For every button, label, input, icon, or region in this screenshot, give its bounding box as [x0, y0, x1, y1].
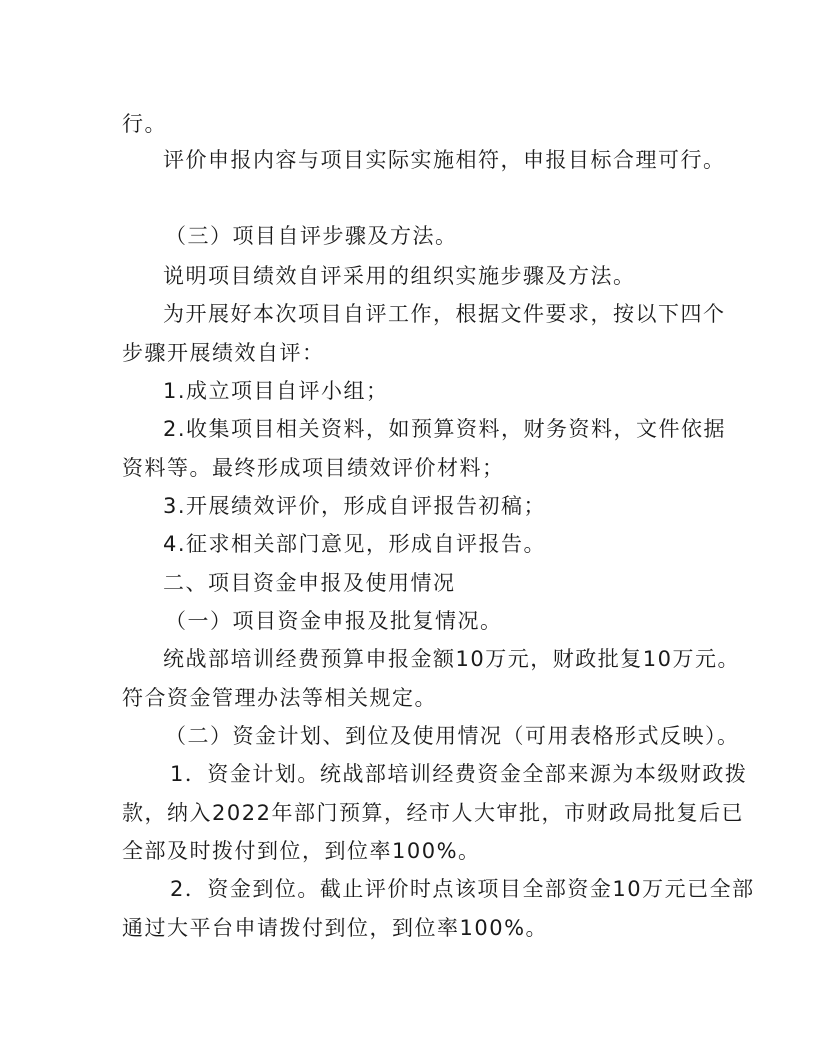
list-item-step-4: 4.征求相关部门意见，形成自评报告。 — [163, 532, 547, 556]
list-item-step-3: 3.开展绩效评价，形成自评报告初稿； — [163, 494, 547, 518]
text-line-budget-amount: 统战部培训经费预算申报金额10万元，财政批复10万元。 — [163, 647, 740, 671]
list-item-funding-plan-cont1: 款，纳入2022年部门预算，经市人大审批，市财政局批复后已 — [122, 801, 744, 825]
text-line-method-description: 说明项目绩效自评采用的组织实施步骤及方法。 — [163, 264, 636, 288]
list-item-funding-arrival: 2．资金到位。截止评价时点该项目全部资金10万元已全部 — [170, 877, 755, 901]
subsection-heading-funding-approval: （一）项目资金申报及批复情况。 — [165, 609, 503, 633]
list-item-step-2-cont: 资料等。最终形成项目绩效评价材料； — [122, 456, 505, 480]
text-line-continuation: 行。 — [122, 112, 167, 136]
list-item-funding-arrival-cont: 通过大平台申请拨付到位，到位率100%。 — [122, 916, 549, 940]
list-item-step-2: 2.收集项目相关资料，如预算资料，财务资料，文件依据 — [163, 417, 727, 441]
list-item-funding-plan-cont2: 全部及时拨付到位，到位率100%。 — [122, 839, 481, 863]
text-line-evaluation-summary: 评价申报内容与项目实际实施相符，申报目标合理可行。 — [163, 148, 726, 172]
list-item-funding-plan: 1．资金计划。统战部培训经费资金全部来源为本级财政拨 — [170, 762, 748, 786]
section-heading-self-evaluation-steps: （三）项目自评步骤及方法。 — [165, 224, 458, 248]
text-line-four-steps-intro-cont: 步骤开展绩效自评： — [122, 341, 325, 365]
section-heading-funding: 二、项目资金申报及使用情况 — [163, 571, 456, 595]
subsection-heading-funding-usage: （二）资金计划、到位及使用情况（可用表格形式反映）。 — [165, 724, 740, 748]
text-line-budget-compliance: 符合资金管理办法等相关规定。 — [122, 686, 437, 710]
text-line-four-steps-intro: 为开展好本次项目自评工作，根据文件要求，按以下四个 — [163, 302, 726, 326]
list-item-step-1: 1.成立项目自评小组； — [163, 379, 389, 403]
